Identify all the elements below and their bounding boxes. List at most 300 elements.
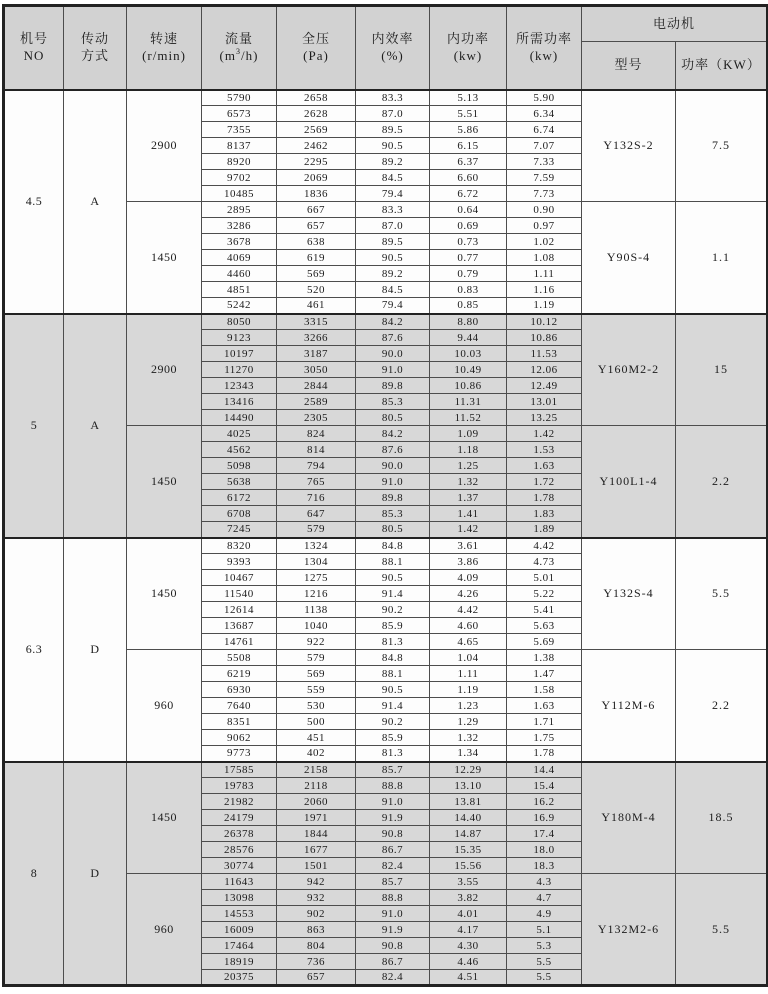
cell-flow: 13687	[202, 618, 277, 634]
cell-motor-model: Y132S-2	[582, 90, 676, 202]
cell-efficiency: 83.3	[356, 90, 430, 106]
cell-flow: 21982	[202, 794, 277, 810]
header-speed-unit: (r/min)	[142, 47, 186, 63]
cell-efficiency: 90.5	[356, 682, 430, 698]
cell-required-power: 5.63	[507, 618, 582, 634]
cell-flow: 13416	[202, 394, 277, 410]
cell-no: 5	[4, 314, 64, 538]
cell-internal-power: 4.42	[430, 602, 507, 618]
cell-flow: 8920	[202, 154, 277, 170]
cell-required-power: 15.4	[507, 778, 582, 794]
cell-efficiency: 91.4	[356, 586, 430, 602]
cell-pressure: 932	[277, 890, 356, 906]
cell-internal-power: 1.09	[430, 426, 507, 442]
cell-motor-model: Y90S-4	[582, 202, 676, 314]
cell-efficiency: 81.3	[356, 746, 430, 762]
cell-internal-power: 1.42	[430, 522, 507, 538]
cell-required-power: 4.9	[507, 906, 582, 922]
cell-efficiency: 90.5	[356, 138, 430, 154]
cell-required-power: 16.9	[507, 810, 582, 826]
cell-motor-model: Y132S-4	[582, 538, 676, 650]
cell-flow: 11270	[202, 362, 277, 378]
cell-efficiency: 85.3	[356, 506, 430, 522]
cell-speed: 2900	[127, 314, 202, 426]
cell-required-power: 1.63	[507, 458, 582, 474]
cell-flow: 5508	[202, 650, 277, 666]
cell-required-power: 1.11	[507, 266, 582, 282]
cell-flow: 8137	[202, 138, 277, 154]
cell-flow: 4069	[202, 250, 277, 266]
cell-internal-power: 9.44	[430, 330, 507, 346]
cell-required-power: 1.53	[507, 442, 582, 458]
cell-required-power: 1.19	[507, 298, 582, 314]
cell-efficiency: 91.0	[356, 362, 430, 378]
cell-pressure: 1324	[277, 538, 356, 554]
cell-pressure: 1836	[277, 186, 356, 202]
cell-internal-power: 4.30	[430, 938, 507, 954]
cell-pressure: 814	[277, 442, 356, 458]
cell-flow: 18919	[202, 954, 277, 970]
cell-pressure: 1971	[277, 810, 356, 826]
cell-pressure: 638	[277, 234, 356, 250]
cell-required-power: 17.4	[507, 826, 582, 842]
cell-internal-power: 4.17	[430, 922, 507, 938]
cell-internal-power: 1.41	[430, 506, 507, 522]
cell-drive: A	[64, 314, 127, 538]
cell-flow: 14761	[202, 634, 277, 650]
cell-pressure: 579	[277, 522, 356, 538]
cell-motor-power: 2.2	[676, 426, 768, 538]
cell-flow: 7355	[202, 122, 277, 138]
cell-pressure: 2295	[277, 154, 356, 170]
cell-efficiency: 85.3	[356, 394, 430, 410]
cell-no: 4.5	[4, 90, 64, 314]
cell-internal-power: 3.61	[430, 538, 507, 554]
header-no	[4, 6, 64, 90]
cell-flow: 3286	[202, 218, 277, 234]
cell-efficiency: 90.5	[356, 570, 430, 586]
cell-efficiency: 84.8	[356, 538, 430, 554]
cell-required-power: 1.71	[507, 714, 582, 730]
cell-pressure: 2658	[277, 90, 356, 106]
cell-motor-power: 18.5	[676, 762, 768, 874]
cell-internal-power: 3.82	[430, 890, 507, 906]
cell-motor-power: 5.5	[676, 874, 768, 986]
cell-speed: 1450	[127, 426, 202, 538]
cell-internal-power: 5.86	[430, 122, 507, 138]
cell-required-power: 5.41	[507, 602, 582, 618]
cell-internal-power: 10.03	[430, 346, 507, 362]
cell-internal-power: 5.13	[430, 90, 507, 106]
cell-flow: 5638	[202, 474, 277, 490]
cell-efficiency: 79.4	[356, 186, 430, 202]
cell-speed: 960	[127, 650, 202, 762]
cell-flow: 4460	[202, 266, 277, 282]
cell-pressure: 863	[277, 922, 356, 938]
cell-internal-power: 1.25	[430, 458, 507, 474]
cell-internal-power: 4.60	[430, 618, 507, 634]
cell-efficiency: 90.8	[356, 938, 430, 954]
cell-efficiency: 86.7	[356, 954, 430, 970]
cell-internal-power: 10.86	[430, 378, 507, 394]
cell-internal-power: 4.26	[430, 586, 507, 602]
cell-required-power: 1.02	[507, 234, 582, 250]
cell-internal-power: 1.37	[430, 490, 507, 506]
header-flow-unit: $(m^3/h)$	[219, 46, 259, 63]
cell-required-power: 5.5	[507, 970, 582, 986]
cell-required-power: 7.73	[507, 186, 582, 202]
header-required-power-unit: (kw)	[529, 47, 559, 63]
cell-flow: 9123	[202, 330, 277, 346]
cell-required-power: 5.01	[507, 570, 582, 586]
cell-required-power: 5.69	[507, 634, 582, 650]
cell-flow: 7640	[202, 698, 277, 714]
header-pressure-unit: (Pa)	[303, 47, 329, 63]
header-speed	[127, 6, 202, 90]
cell-pressure: 1844	[277, 826, 356, 842]
cell-motor-model: Y100L1-4	[582, 426, 676, 538]
cell-required-power: 1.47	[507, 666, 582, 682]
cell-flow: 9773	[202, 746, 277, 762]
cell-pressure: 530	[277, 698, 356, 714]
cell-efficiency: 80.5	[356, 522, 430, 538]
cell-flow: 5790	[202, 90, 277, 106]
cell-flow: 6573	[202, 106, 277, 122]
cell-flow: 10197	[202, 346, 277, 362]
cell-efficiency: 85.7	[356, 874, 430, 890]
cell-pressure: 1040	[277, 618, 356, 634]
cell-pressure: 2305	[277, 410, 356, 426]
cell-internal-power: 1.19	[430, 682, 507, 698]
cell-flow: 13098	[202, 890, 277, 906]
cell-internal-power: 1.04	[430, 650, 507, 666]
header-motor-group: 电动机	[582, 6, 768, 42]
cell-required-power: 5.3	[507, 938, 582, 954]
cell-flow: 10467	[202, 570, 277, 586]
cell-flow: 14490	[202, 410, 277, 426]
cell-required-power: 1.78	[507, 746, 582, 762]
cell-internal-power: 4.09	[430, 570, 507, 586]
cell-efficiency: 88.8	[356, 778, 430, 794]
cell-internal-power: 0.85	[430, 298, 507, 314]
cell-speed: 1450	[127, 538, 202, 650]
cell-pressure: 3266	[277, 330, 356, 346]
cell-internal-power: 1.29	[430, 714, 507, 730]
cell-internal-power: 3.55	[430, 874, 507, 890]
cell-pressure: 520	[277, 282, 356, 298]
cell-required-power: 18.3	[507, 858, 582, 874]
cell-motor-power: 1.1	[676, 202, 768, 314]
cell-required-power: 0.90	[507, 202, 582, 218]
cell-internal-power: 15.35	[430, 842, 507, 858]
cell-internal-power: 4.65	[430, 634, 507, 650]
header-no-line1: 机号	[19, 30, 48, 46]
cell-required-power: 7.33	[507, 154, 582, 170]
cell-internal-power: 10.49	[430, 362, 507, 378]
cell-pressure: 1216	[277, 586, 356, 602]
cell-efficiency: 82.4	[356, 858, 430, 874]
cell-internal-power: 4.46	[430, 954, 507, 970]
cell-flow: 9393	[202, 554, 277, 570]
cell-efficiency: 86.7	[356, 842, 430, 858]
cell-pressure: 2069	[277, 170, 356, 186]
cell-pressure: 2462	[277, 138, 356, 154]
cell-internal-power: 11.52	[430, 410, 507, 426]
cell-flow: 10485	[202, 186, 277, 202]
header-required-power-line1: 所需功率	[515, 30, 572, 46]
cell-flow: 4025	[202, 426, 277, 442]
cell-required-power: 10.86	[507, 330, 582, 346]
cell-internal-power: 15.56	[430, 858, 507, 874]
cell-required-power: 11.53	[507, 346, 582, 362]
cell-pressure: 657	[277, 218, 356, 234]
cell-internal-power: 12.29	[430, 762, 507, 778]
cell-pressure: 569	[277, 666, 356, 682]
cell-internal-power: 0.79	[430, 266, 507, 282]
cell-efficiency: 84.5	[356, 170, 430, 186]
cell-flow: 9062	[202, 730, 277, 746]
cell-required-power: 4.3	[507, 874, 582, 890]
cell-flow: 7245	[202, 522, 277, 538]
cell-flow: 4851	[202, 282, 277, 298]
cell-pressure: 579	[277, 650, 356, 666]
cell-pressure: 2844	[277, 378, 356, 394]
cell-efficiency: 84.2	[356, 314, 430, 330]
cell-speed: 1450	[127, 762, 202, 874]
cell-internal-power: 6.72	[430, 186, 507, 202]
cell-required-power: 14.4	[507, 762, 582, 778]
cell-flow: 11540	[202, 586, 277, 602]
cell-required-power: 13.25	[507, 410, 582, 426]
cell-internal-power: 0.83	[430, 282, 507, 298]
cell-pressure: 2589	[277, 394, 356, 410]
cell-flow: 6930	[202, 682, 277, 698]
cell-flow: 4562	[202, 442, 277, 458]
cell-efficiency: 81.3	[356, 634, 430, 650]
cell-required-power: 10.12	[507, 314, 582, 330]
cell-internal-power: 0.64	[430, 202, 507, 218]
cell-internal-power: 1.32	[430, 474, 507, 490]
cell-flow: 14553	[202, 906, 277, 922]
cell-efficiency: 90.0	[356, 346, 430, 362]
cell-required-power: 0.97	[507, 218, 582, 234]
cell-pressure: 2628	[277, 106, 356, 122]
cell-pressure: 451	[277, 730, 356, 746]
cell-pressure: 2158	[277, 762, 356, 778]
cell-required-power: 1.38	[507, 650, 582, 666]
cell-motor-model: Y160M2-2	[582, 314, 676, 426]
cell-pressure: 619	[277, 250, 356, 266]
cell-efficiency: 85.9	[356, 618, 430, 634]
cell-speed: 1450	[127, 202, 202, 314]
cell-efficiency: 91.0	[356, 906, 430, 922]
cell-motor-power: 5.5	[676, 538, 768, 650]
cell-flow: 12343	[202, 378, 277, 394]
cell-pressure: 2060	[277, 794, 356, 810]
cell-required-power: 5.5	[507, 954, 582, 970]
cell-motor-model: Y132M2-6	[582, 874, 676, 986]
cell-internal-power: 0.69	[430, 218, 507, 234]
cell-required-power: 18.0	[507, 842, 582, 858]
header-flow-line1: 流量	[224, 30, 253, 46]
cell-pressure: 1138	[277, 602, 356, 618]
header-drive-line2: 方式	[80, 47, 109, 63]
cell-internal-power: 1.18	[430, 442, 507, 458]
cell-flow: 19783	[202, 778, 277, 794]
cell-pressure: 3050	[277, 362, 356, 378]
cell-efficiency: 91.0	[356, 474, 430, 490]
cell-required-power: 7.07	[507, 138, 582, 154]
cell-required-power: 1.78	[507, 490, 582, 506]
cell-required-power: 5.1	[507, 922, 582, 938]
header-required-power	[507, 6, 582, 90]
cell-required-power: 12.49	[507, 378, 582, 394]
cell-required-power: 1.89	[507, 522, 582, 538]
cell-internal-power: 14.87	[430, 826, 507, 842]
cell-efficiency: 89.8	[356, 490, 430, 506]
cell-pressure: 824	[277, 426, 356, 442]
cell-internal-power: 8.80	[430, 314, 507, 330]
cell-flow: 16009	[202, 922, 277, 938]
cell-internal-power: 11.31	[430, 394, 507, 410]
cell-efficiency: 91.9	[356, 922, 430, 938]
cell-pressure: 1304	[277, 554, 356, 570]
cell-flow: 5242	[202, 298, 277, 314]
cell-internal-power: 3.86	[430, 554, 507, 570]
cell-pressure: 2118	[277, 778, 356, 794]
cell-required-power: 5.22	[507, 586, 582, 602]
cell-efficiency: 80.5	[356, 410, 430, 426]
cell-efficiency: 90.2	[356, 602, 430, 618]
header-pressure-line1: 全压	[301, 30, 330, 46]
table-row	[4, 762, 768, 778]
cell-flow: 11643	[202, 874, 277, 890]
cell-flow: 6708	[202, 506, 277, 522]
cell-efficiency: 88.1	[356, 554, 430, 570]
cell-drive: D	[64, 538, 127, 762]
cell-efficiency: 87.6	[356, 442, 430, 458]
cell-efficiency: 89.5	[356, 122, 430, 138]
cell-required-power: 1.16	[507, 282, 582, 298]
cell-required-power: 13.01	[507, 394, 582, 410]
cell-pressure: 922	[277, 634, 356, 650]
cell-efficiency: 83.3	[356, 202, 430, 218]
cell-pressure: 667	[277, 202, 356, 218]
header-drive-line1: 传动	[80, 30, 109, 46]
cell-pressure: 461	[277, 298, 356, 314]
cell-efficiency: 84.5	[356, 282, 430, 298]
cell-required-power: 6.74	[507, 122, 582, 138]
cell-flow: 17464	[202, 938, 277, 954]
cell-pressure: 3315	[277, 314, 356, 330]
cell-required-power: 1.42	[507, 426, 582, 442]
cell-efficiency: 91.9	[356, 810, 430, 826]
cell-pressure: 804	[277, 938, 356, 954]
cell-motor-model: Y180M-4	[582, 762, 676, 874]
cell-flow: 8050	[202, 314, 277, 330]
cell-flow: 8351	[202, 714, 277, 730]
header-motor-model: 型号	[582, 42, 676, 90]
cell-flow: 2895	[202, 202, 277, 218]
cell-required-power: 16.2	[507, 794, 582, 810]
header-internal-power-line1: 内功率	[446, 30, 489, 46]
cell-internal-power: 1.23	[430, 698, 507, 714]
cell-pressure: 942	[277, 874, 356, 890]
cell-internal-power: 1.34	[430, 746, 507, 762]
cell-motor-power: 7.5	[676, 90, 768, 202]
cell-internal-power: 0.77	[430, 250, 507, 266]
cell-required-power: 1.08	[507, 250, 582, 266]
cell-pressure: 647	[277, 506, 356, 522]
header-efficiency-line1: 内效率	[371, 30, 414, 46]
cell-flow: 6219	[202, 666, 277, 682]
cell-motor-model: Y112M-6	[582, 650, 676, 762]
cell-efficiency: 91.4	[356, 698, 430, 714]
cell-required-power: 1.83	[507, 506, 582, 522]
cell-internal-power: 6.37	[430, 154, 507, 170]
header-efficiency-unit: (%)	[381, 47, 404, 63]
cell-efficiency: 88.8	[356, 890, 430, 906]
cell-pressure: 794	[277, 458, 356, 474]
header-no-line2: NO	[23, 47, 45, 63]
cell-motor-power: 2.2	[676, 650, 768, 762]
cell-required-power: 1.63	[507, 698, 582, 714]
header-flow	[202, 6, 277, 90]
cell-flow: 12614	[202, 602, 277, 618]
cell-required-power: 5.90	[507, 90, 582, 106]
cell-flow: 6172	[202, 490, 277, 506]
cell-pressure: 1677	[277, 842, 356, 858]
cell-efficiency: 89.2	[356, 154, 430, 170]
cell-internal-power: 6.60	[430, 170, 507, 186]
cell-efficiency: 85.7	[356, 762, 430, 778]
cell-internal-power: 13.81	[430, 794, 507, 810]
cell-efficiency: 89.5	[356, 234, 430, 250]
cell-pressure: 736	[277, 954, 356, 970]
table-row	[4, 314, 768, 330]
cell-flow: 24179	[202, 810, 277, 826]
cell-efficiency: 84.8	[356, 650, 430, 666]
cell-required-power: 4.7	[507, 890, 582, 906]
cell-required-power: 1.75	[507, 730, 582, 746]
header-speed-line1: 转速	[149, 30, 178, 46]
cell-pressure: 902	[277, 906, 356, 922]
cell-internal-power: 6.15	[430, 138, 507, 154]
cell-pressure: 3187	[277, 346, 356, 362]
cell-efficiency: 87.0	[356, 218, 430, 234]
cell-required-power: 1.58	[507, 682, 582, 698]
header-internal-power-unit: (kw)	[453, 47, 483, 63]
cell-efficiency: 79.4	[356, 298, 430, 314]
cell-flow: 5098	[202, 458, 277, 474]
cell-required-power: 6.34	[507, 106, 582, 122]
cell-flow: 17585	[202, 762, 277, 778]
cell-flow: 9702	[202, 170, 277, 186]
cell-pressure: 1501	[277, 858, 356, 874]
cell-efficiency: 84.2	[356, 426, 430, 442]
cell-required-power: 4.73	[507, 554, 582, 570]
cell-pressure: 657	[277, 970, 356, 986]
cell-required-power: 1.72	[507, 474, 582, 490]
cell-efficiency: 85.9	[356, 730, 430, 746]
cell-pressure: 765	[277, 474, 356, 490]
cell-pressure: 716	[277, 490, 356, 506]
cell-drive: A	[64, 90, 127, 314]
cell-required-power: 4.42	[507, 538, 582, 554]
header-motor-power: 功率（KW）	[676, 42, 768, 90]
cell-speed: 960	[127, 874, 202, 986]
cell-pressure: 500	[277, 714, 356, 730]
